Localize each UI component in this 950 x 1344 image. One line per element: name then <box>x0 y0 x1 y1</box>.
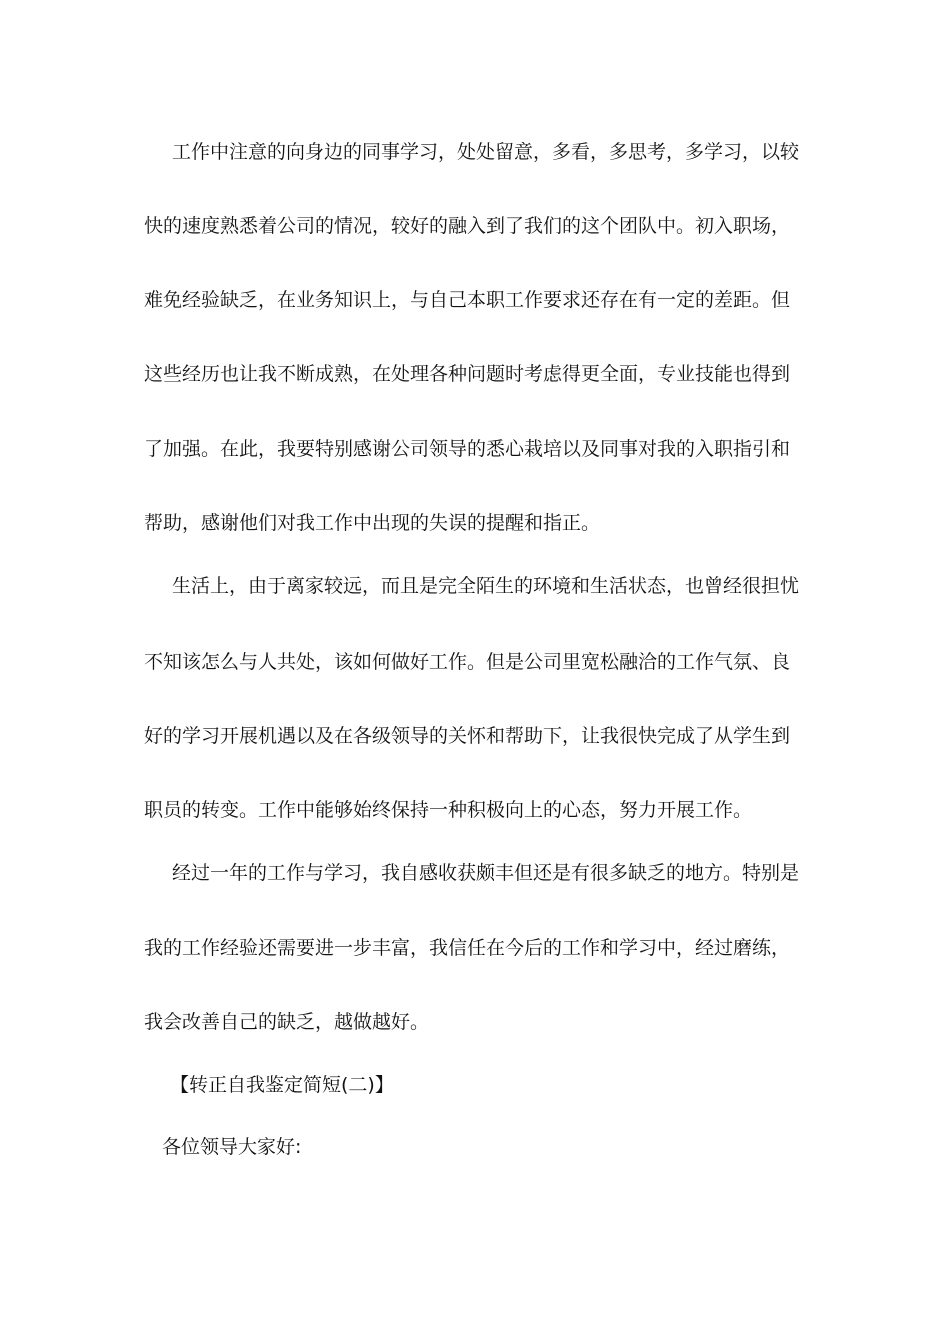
paragraph-3-line-3: 我会改善自己的缺乏，越做越好。 <box>144 1011 430 1033</box>
paragraph-2-line-2: 不知该怎么与人共处，该如何做好工作。但是公司里宽松融洽的工作气氛、良 <box>144 651 791 673</box>
paragraph-2-line-3: 好的学习开展机遇以及在各级领导的关怀和帮助下，让我很快完成了从学生到 <box>144 725 791 747</box>
paragraph-2-line-1: 生活上，由于离家较远，而且是完全陌生的环境和生活状态，也曾经很担忧 <box>172 575 800 597</box>
paragraph-3-line-2: 我的工作经验还需要进一步丰富，我信任在今后的工作和学习中，经过磨练， <box>144 937 791 959</box>
paragraph-1-line-5: 了加强。在此，我要特别感谢公司领导的悉心栽培以及同事对我的入职指引和 <box>144 438 791 460</box>
paragraph-1-line-6: 帮助，感谢他们对我工作中出现的失误的提醒和指正。 <box>144 512 601 534</box>
paragraph-1-line-3: 难免经验缺乏，在业务知识上，与自己本职工作要求还存在有一定的差距。但 <box>144 289 791 311</box>
paragraph-1-line-4: 这些经历也让我不断成熟，在处理各种问题时考虑得更全面，专业技能也得到 <box>144 363 791 385</box>
section-heading: 【转正自我鉴定简短(二)】 <box>170 1074 394 1096</box>
paragraph-3-line-1: 经过一年的工作与学习，我自感收获颇丰但还是有很多缺乏的地方。特别是 <box>172 862 800 884</box>
paragraph-1-line-2: 快的速度熟悉着公司的情况，较好的融入到了我们的这个团队中。初入职场， <box>144 215 791 237</box>
greeting: 各位领导大家好: <box>162 1136 302 1158</box>
paragraph-2-line-4: 职员的转变。工作中能够始终保持一种积极向上的心态，努力开展工作。 <box>144 799 753 821</box>
paragraph-1-line-1: 工作中注意的向身边的同事学习，处处留意，多看，多思考，多学习，以较 <box>172 141 800 163</box>
